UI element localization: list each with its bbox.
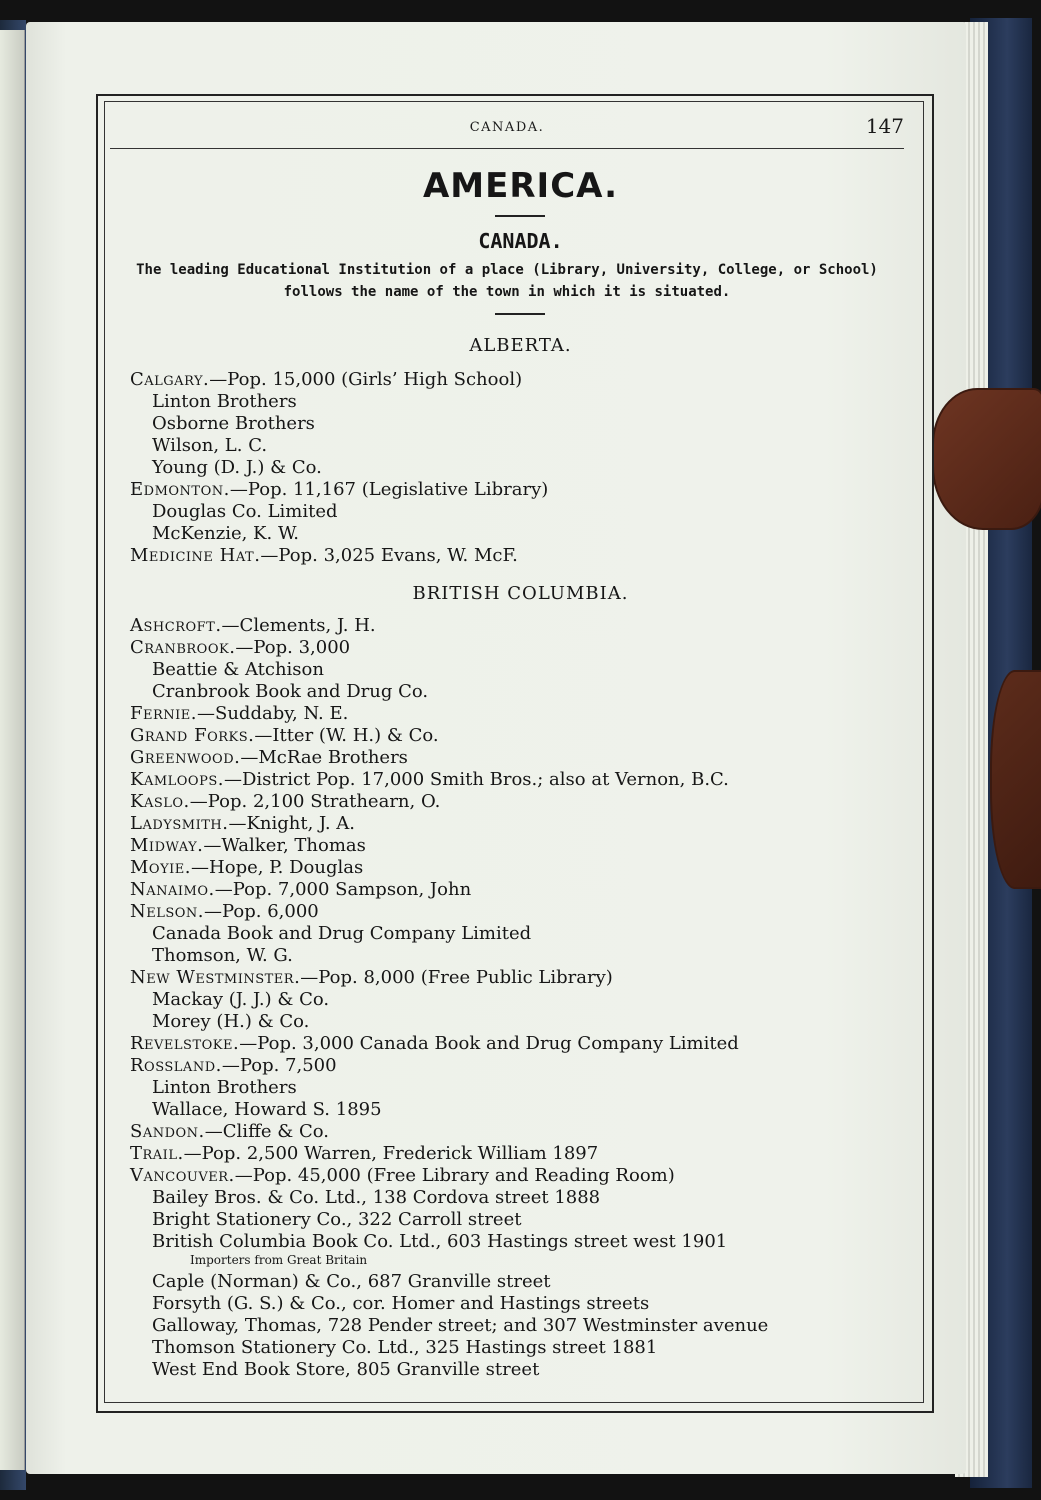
list-item: Bailey Bros. & Co. Ltd., 138 Cordova street 1888	[152, 1187, 601, 1208]
town-entry-nelson	[130, 901, 319, 922]
list-item: British Columbia Book Co. Ltd., 603 Hastings street west 1901	[152, 1231, 728, 1252]
town-name: Midway.	[130, 835, 204, 856]
town-detail: —Pop. 45,000 (Free Library and Reading Room)	[234, 1165, 675, 1186]
list-item: Cranbrook Book and Drug Co.	[152, 681, 429, 702]
town-detail: —Pop. 3,025 Evans, W. McF.	[260, 545, 518, 566]
town-detail: —Pop. 7,500	[221, 1055, 337, 1076]
running-head-title: CANADA.	[469, 120, 545, 135]
town-entry-calgary	[130, 369, 522, 390]
section-heading-british-columbia: BRITISH COLUMBIA.	[412, 583, 629, 604]
town-entry-moyie	[130, 857, 363, 878]
list-item: West End Book Store, 805 Granville street	[152, 1359, 540, 1380]
town-detail: —Pop. 3,000	[235, 637, 351, 658]
list-item: Thomson, W. G.	[152, 945, 293, 966]
town-detail: —Pop. 6,000	[204, 901, 319, 922]
list-item: Mackay (J. J.) & Co.	[152, 989, 330, 1010]
town-entry-fernie	[130, 703, 348, 724]
town-name: Vancouver.	[130, 1165, 235, 1186]
town-name: Nelson.	[130, 901, 205, 922]
town-name: Fernie.	[130, 703, 197, 724]
town-entry-grand-forks	[130, 725, 439, 746]
list-item: McKenzie, K. W.	[152, 523, 300, 544]
town-name: Kaslo.	[130, 791, 190, 812]
town-detail: —Knight, J. A.	[228, 813, 356, 834]
page-title: AMERICA.	[422, 166, 619, 206]
importer-note: Importers from Great Britain	[190, 1253, 368, 1267]
town-detail: —Hope, P. Douglas	[191, 857, 364, 878]
town-detail: —Walker, Thomas	[203, 835, 366, 856]
list-item: Osborne Brothers	[152, 413, 315, 434]
town-name: Trail.	[130, 1143, 184, 1164]
town-detail: —Pop. 15,000 (Girls’ High School)	[209, 369, 523, 390]
page-number: 147	[865, 114, 904, 138]
town-entry-sandon	[130, 1121, 329, 1142]
town-entry-vancouver	[130, 1165, 675, 1186]
town-detail: —Suddaby, N. E.	[197, 703, 349, 724]
town-entry-kaslo	[130, 791, 440, 812]
town-detail: —Cliffe & Co.	[204, 1121, 329, 1142]
town-detail: —McRae Brothers	[240, 747, 408, 768]
page-clip-bottom	[990, 670, 1041, 889]
list-item: Wilson, L. C.	[152, 435, 268, 456]
town-detail: —Pop. 7,000 Sampson, John	[214, 879, 472, 900]
town-entry-medicine-hat	[130, 545, 518, 566]
town-entry-nanaimo	[130, 879, 471, 900]
town-entry-trail	[130, 1143, 598, 1164]
town-detail: —District Pop. 17,000 Smith Bros.; also at Vernon, B.C.	[223, 769, 729, 790]
town-entry-ashcroft	[130, 615, 376, 636]
town-entry-ladysmith	[130, 813, 355, 834]
town-entry-revelstoke	[130, 1033, 739, 1054]
town-name: Ladysmith.	[130, 813, 229, 834]
town-detail: —Pop. 2,500 Warren, Frederick William 1897	[183, 1143, 599, 1164]
list-item: Bright Stationery Co., 322 Carroll street	[152, 1209, 522, 1230]
town-entry-kamloops	[130, 769, 729, 790]
town-name: New Westminster.	[130, 967, 301, 988]
list-item: Forsyth (G. S.) & Co., cor. Homer and Hastings streets	[152, 1293, 650, 1314]
town-name: Medicine Hat.	[130, 545, 261, 566]
town-name: Cranbrook.	[130, 637, 236, 658]
town-detail: —Clements, J. H.	[221, 615, 376, 636]
town-name: Greenwood.	[130, 747, 241, 768]
town-name: Grand Forks.	[130, 725, 255, 746]
intro-rule	[495, 313, 545, 315]
section-heading-alberta: ALBERTA.	[469, 335, 572, 356]
town-detail: —Pop. 3,000 Canada Book and Drug Company Limited	[239, 1033, 739, 1054]
list-item: Douglas Co. Limited	[152, 501, 338, 522]
town-name: Sandon.	[130, 1121, 205, 1142]
town-name: Edmonton.	[130, 479, 230, 500]
town-entry-rossland	[130, 1055, 337, 1076]
town-detail: —Pop. 11,167 (Legislative Library)	[229, 479, 549, 500]
list-item: Beattie & Atchison	[152, 659, 324, 680]
town-entry-midway	[130, 835, 366, 856]
list-item: Linton Brothers	[152, 1077, 297, 1098]
town-entry-edmonton	[130, 479, 548, 500]
town-name: Ashcroft.	[130, 615, 222, 636]
town-detail: —Pop. 8,000 (Free Public Library)	[300, 967, 613, 988]
intro-line-2: follows the name of the town in which it is situated.	[283, 284, 731, 300]
list-item: Thomson Stationery Co. Ltd., 325 Hastings street 1881	[152, 1337, 658, 1358]
town-name: Calgary.	[130, 369, 210, 390]
town-entry-new-westminster	[130, 967, 613, 988]
town-name: Nanaimo.	[130, 879, 215, 900]
town-detail: —Itter (W. H.) & Co.	[254, 725, 439, 746]
list-item: Morey (H.) & Co.	[152, 1011, 310, 1032]
intro-line-1: The leading Educational Institution of a place (Library, University, College, or School)	[136, 262, 878, 278]
page-clip-top	[932, 388, 1041, 530]
town-entry-cranbrook	[130, 637, 350, 658]
list-item: Linton Brothers	[152, 391, 297, 412]
town-detail: —Pop. 2,100 Strathearn, O.	[189, 791, 441, 812]
list-item: Galloway, Thomas, 728 Pender street; and 307 Westminster avenue	[152, 1315, 769, 1336]
list-item: Wallace, Howard S. 1895	[152, 1099, 382, 1120]
list-item: Young (D. J.) & Co.	[152, 457, 322, 478]
country-heading: CANADA.	[478, 229, 563, 253]
town-entry-greenwood	[130, 747, 408, 768]
list-item: Caple (Norman) & Co., 687 Granville street	[152, 1271, 551, 1292]
running-head	[110, 116, 904, 149]
town-name: Revelstoke.	[130, 1033, 240, 1054]
town-name: Kamloops.	[130, 769, 224, 790]
list-item: Canada Book and Drug Company Limited	[152, 923, 532, 944]
town-name: Moyie.	[130, 857, 192, 878]
title-rule	[495, 215, 545, 217]
town-name: Rossland.	[130, 1055, 222, 1076]
